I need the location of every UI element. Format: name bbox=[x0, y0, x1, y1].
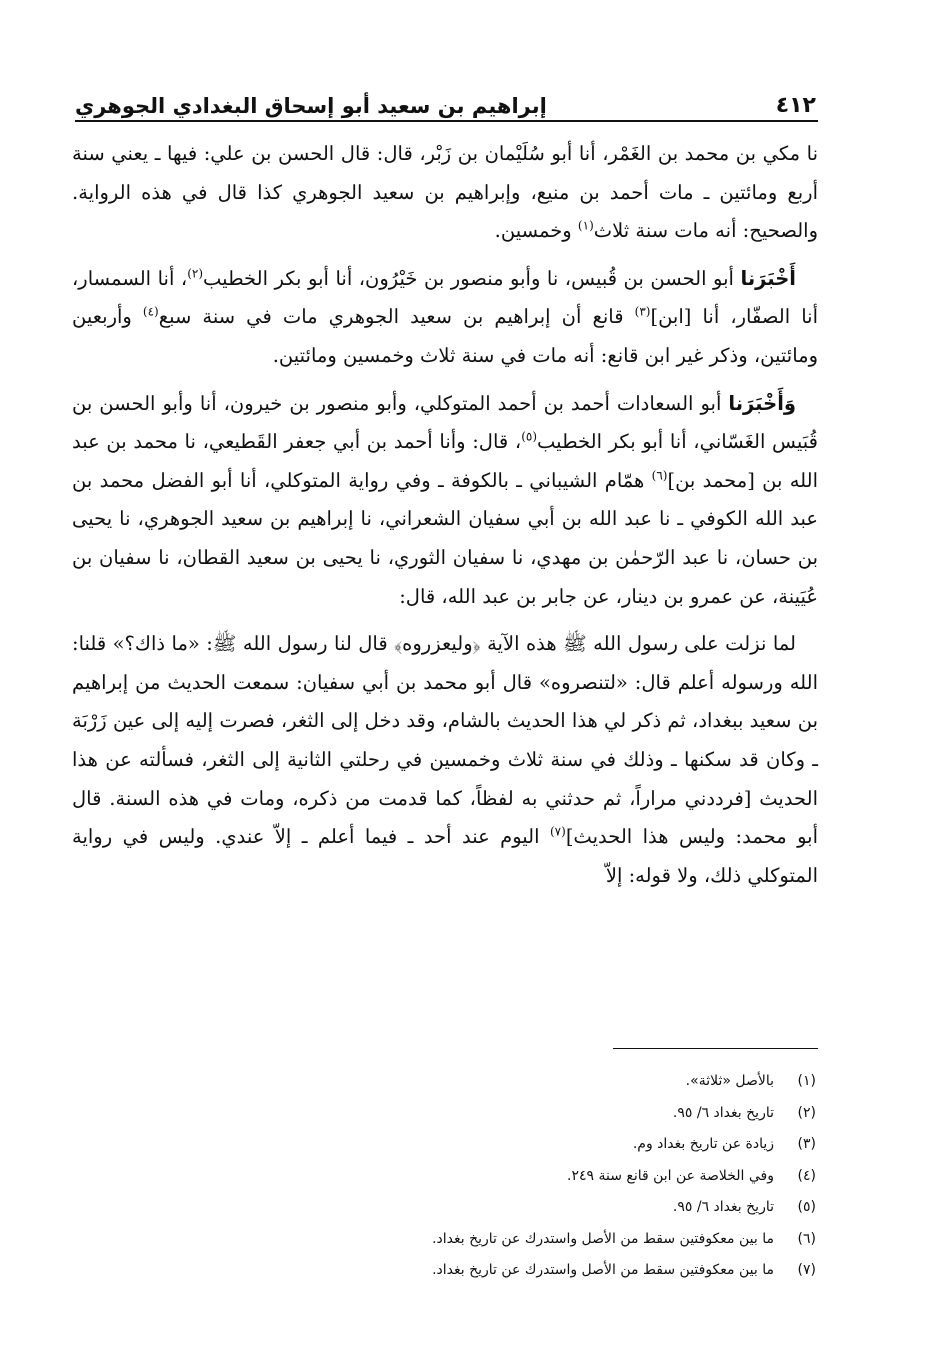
isnad-lead-word: أَخْبَرَنا bbox=[740, 266, 796, 290]
footnote-number: (٧) bbox=[797, 1262, 816, 1278]
footnote-number: (٥) bbox=[797, 1199, 816, 1215]
footnote-rule bbox=[613, 1048, 818, 1049]
footnote bbox=[90, 1161, 816, 1193]
running-header bbox=[75, 78, 816, 118]
isnad-lead-word: وَأَخْبَرَنا bbox=[728, 391, 796, 415]
footnote-number: (٢) bbox=[797, 1104, 816, 1121]
footnote-number: (٤) bbox=[797, 1167, 816, 1184]
footnotes bbox=[90, 1066, 816, 1287]
footnote-text: تاريخ بغداد ٦/ ٩٥. bbox=[672, 1104, 774, 1121]
footnote bbox=[90, 1192, 816, 1224]
footnote-text: ما بين معكوفتين سقط من الأصل واستدرك عن تاريخ بغداد. bbox=[432, 1230, 774, 1247]
footnote-text: وفي الخلاصة عن ابن قانع سنة ٢٤٩. bbox=[567, 1167, 774, 1184]
main-text bbox=[72, 135, 818, 904]
footnote-number: (٦) bbox=[797, 1230, 816, 1247]
running-title: إبراهيم بن سعيد أبو إسحاق البغدادي الجوهري bbox=[75, 94, 547, 118]
footnote-reference: (٣) bbox=[634, 304, 651, 319]
paragraph-text: ، قال: وأنا أحمد بن أبي جعفر القَطيعي، نا محمد بن عبد الله بن [محمد بن] bbox=[72, 430, 818, 492]
footnote bbox=[90, 1098, 816, 1130]
footnote bbox=[90, 1066, 816, 1098]
paragraph-text: لما نزلت على رسول الله ﷺ هذه الآية ﴿وليعزروه﴾ قال لنا رسول الله ﷺ: «ما ذاك؟» قلنا: الله ورسوله أعلم قال: «لتنصروه» قال أبو محمد بن أبي سفيان: سمعت الحديث من إبراهيم بن سعيد ببغداد، ثم ذكر لي هذا الحديث بالشام، وقد دخل إلى الثغر، فصرت إليه إلى عين زَرْبَة ـ وكان قد سكنها ـ وذلك في سنة ثلاث وخمسين في رحلتي الثانية إلى الثغر، فسألته عن هذا الحديث [فرددني مراراً، ثم حدثني به لفظاً، كما قدمت من ذكره، ومات في هذه السنة. قال أبو محمد: وليس هذا الحديث] bbox=[72, 632, 818, 849]
page-number: ٤١٢ bbox=[775, 93, 816, 118]
footnote-number: (١) bbox=[797, 1073, 816, 1089]
paragraph-text: أبو الحسن بن قُبيس، نا وأبو منصور بن خَيْرُون، أنا أبو بكر الخطيب bbox=[203, 266, 741, 290]
footnote-reference: (٧) bbox=[549, 824, 566, 839]
footnote bbox=[90, 1129, 816, 1161]
footnote-reference: (٤) bbox=[142, 304, 159, 319]
paragraph bbox=[72, 135, 818, 251]
footnote-reference: (٢) bbox=[187, 266, 204, 281]
footnote-reference: (١) bbox=[577, 218, 594, 233]
footnote-reference: (٦) bbox=[651, 468, 668, 483]
footnote-number: (٣) bbox=[797, 1136, 816, 1152]
paragraph bbox=[72, 385, 818, 617]
footnote-text: تاريخ بغداد ٦/ ٩٥. bbox=[672, 1199, 774, 1215]
paragraph-text: قانع أن إبراهيم بن سعيد الجوهري مات في سنة سبع bbox=[158, 305, 635, 329]
footnote-text: زيادة عن تاريخ بغداد وم. bbox=[632, 1136, 774, 1152]
footnote-reference: (٥) bbox=[521, 429, 538, 444]
paragraph bbox=[72, 260, 818, 376]
paragraph bbox=[72, 625, 818, 895]
paragraph-text: ، أنا السمسار، أنا الصفّار، أنا [ابن] bbox=[72, 266, 818, 329]
footnote bbox=[90, 1255, 816, 1287]
paragraph-text: أبو السعادات أحمد بن أحمد المتوكلي، وأبو منصور بن خيرون، أنا وأبو الحسن بن قُبَيس الغَسّاني، أنا أبو بكر الخطيب bbox=[72, 391, 818, 454]
footnote-text: ما بين معكوفتين سقط من الأصل واستدرك عن تاريخ بغداد. bbox=[432, 1262, 774, 1278]
header-rule bbox=[75, 120, 818, 122]
footnote bbox=[90, 1224, 816, 1256]
paragraph-text: نا مكي بن محمد بن الغَمْر، أنا أبو سُلَيْمان بن زَبْر، قال: قال الحسن بن علي: فيها ـ يعني سنة أربع ومائتين ـ مات أحمد بن منيع، وإبراهيم بن سعيد الجوهري كذا قال في هذه الرواية. والصحيح: أنه مات سنة ثلاث bbox=[72, 142, 818, 243]
paragraph-text: وأربعين ومائتين، وذكر غير ابن قانع: أنه مات في سنة ثلاث وخمسين ومائتين. bbox=[72, 305, 818, 367]
paragraph-text: اليوم عند أحد ـ فيما أعلم ـ إلاّ عندي. وليس في رواية المتوكلي ذلك، ولا قوله: إلاّ bbox=[72, 825, 818, 887]
paragraph-text: وخمسين. bbox=[494, 219, 578, 243]
paragraph-text: همّام الشيباني ـ بالكوفة ـ وفي رواية المتوكلي، أنا أبو الفضل محمد بن عبد الله الكوفي ـ نا عبد الله بن أبي سفيان الشعراني، نا إبراهيم بن سعيد الجوهري، نا يحيى بن حسان، نا عبد الرّحمٰن بن مهدي، نا سفيان الثوري، نا يحيى بن سعيد القطان، نا سفيان بن عُيَينة، عن عمرو بن دينار، عن جابر بن عبد الله، قال: bbox=[72, 468, 818, 608]
footnote-text: بالأصل «ثلاثة». bbox=[685, 1073, 774, 1089]
